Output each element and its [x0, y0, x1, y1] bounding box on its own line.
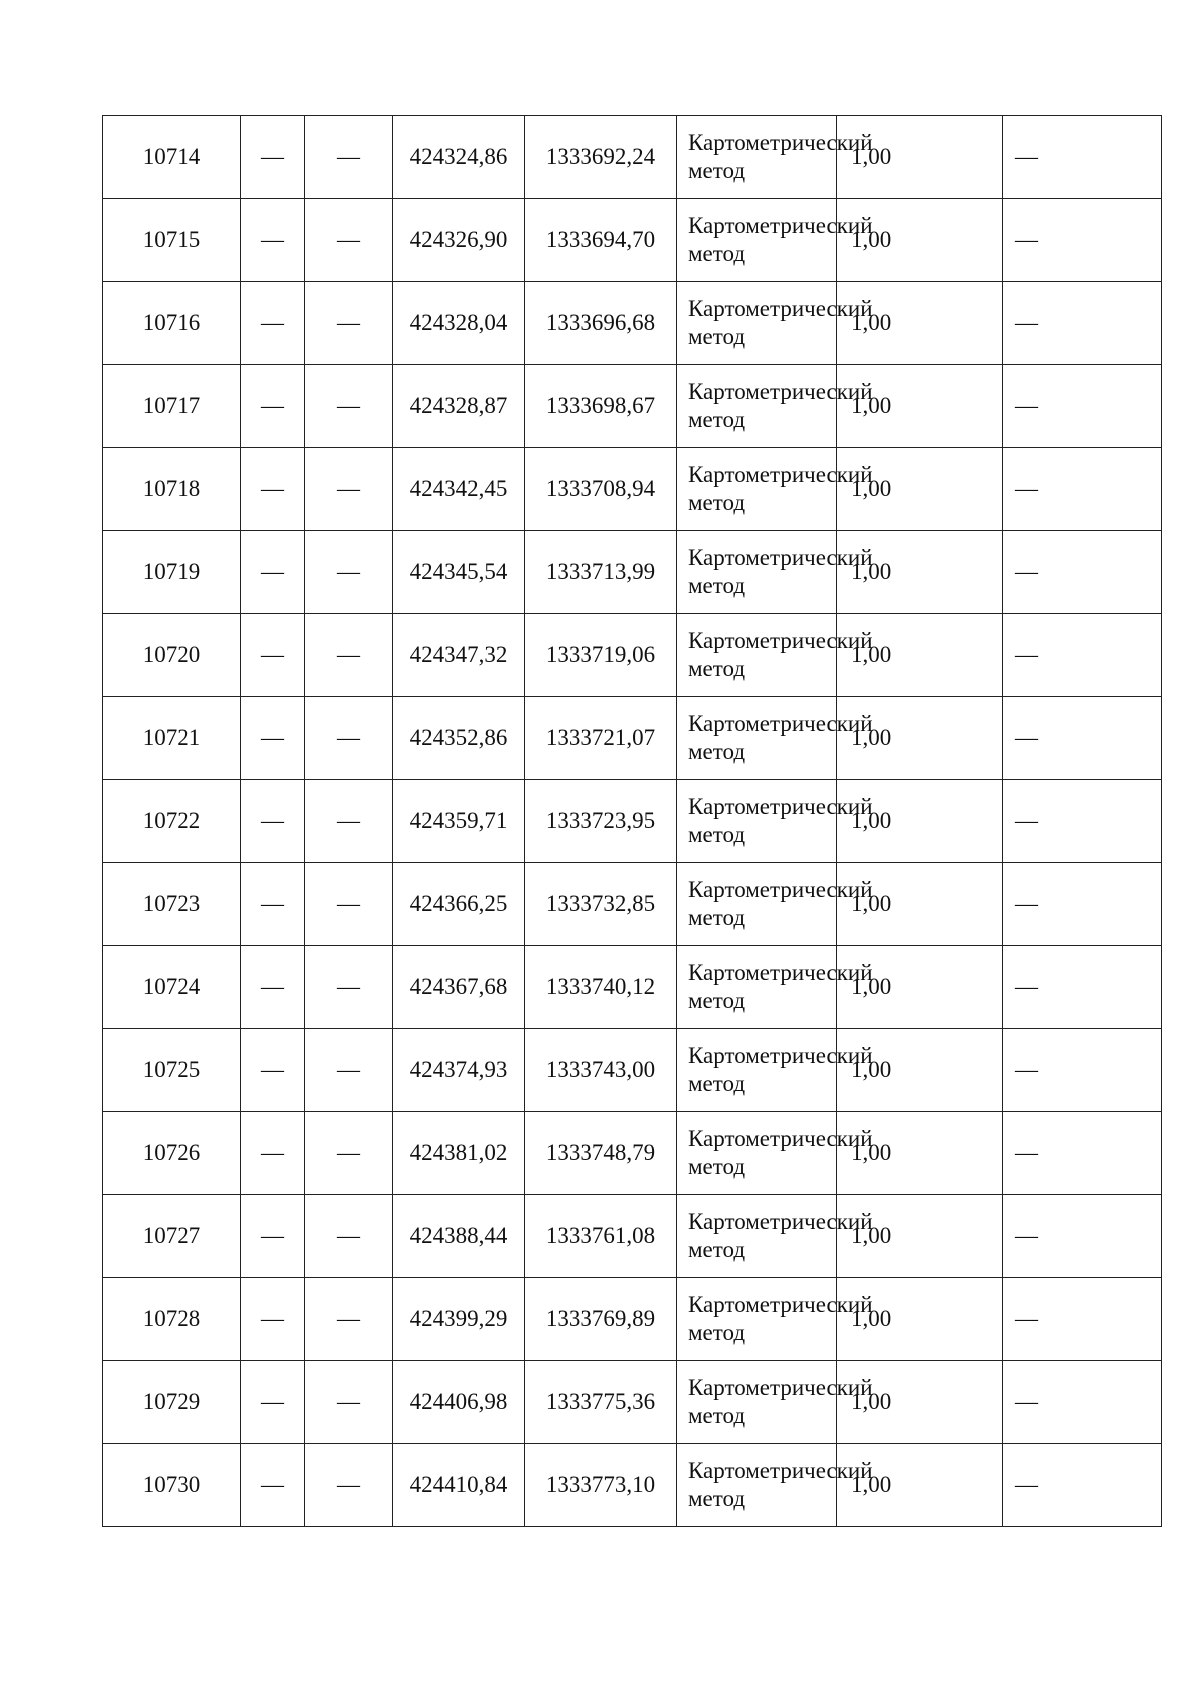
method-cell: Картометрический метод — [677, 1029, 837, 1112]
point-number-cell: 10726 — [103, 1112, 241, 1195]
y-coordinate-cell: 1333723,95 — [525, 780, 677, 863]
table-body — [103, 116, 1162, 1527]
y-coordinate-cell: 1333692,24 — [525, 116, 677, 199]
empty-dash-cell: — — [305, 199, 393, 282]
empty-dash-cell: — — [1003, 780, 1162, 863]
y-coordinate-cell: 1333740,12 — [525, 946, 677, 1029]
y-coordinate-cell: 1333743,00 — [525, 1029, 677, 1112]
method-cell: Картометрический метод — [677, 780, 837, 863]
empty-dash-cell: — — [1003, 116, 1162, 199]
empty-dash-cell: — — [241, 614, 305, 697]
empty-dash-cell: — — [1003, 1278, 1162, 1361]
empty-dash-cell: — — [1003, 697, 1162, 780]
point-number-cell: 10715 — [103, 199, 241, 282]
empty-dash-cell: — — [1003, 199, 1162, 282]
empty-dash-cell: — — [305, 1278, 393, 1361]
method-cell: Картометрический метод — [677, 282, 837, 365]
y-coordinate-cell: 1333696,68 — [525, 282, 677, 365]
accuracy-cell: 1,00 — [837, 116, 1003, 199]
empty-dash-cell: — — [305, 1112, 393, 1195]
accuracy-cell: 1,00 — [837, 614, 1003, 697]
point-number-cell: 10728 — [103, 1278, 241, 1361]
point-number-cell: 10722 — [103, 780, 241, 863]
table-row — [103, 780, 1162, 863]
empty-dash-cell: — — [241, 116, 305, 199]
point-number-cell: 10727 — [103, 1195, 241, 1278]
table-row — [103, 365, 1162, 448]
empty-dash-cell: — — [305, 614, 393, 697]
empty-dash-cell: — — [241, 946, 305, 1029]
empty-dash-cell: — — [1003, 1195, 1162, 1278]
empty-dash-cell: — — [1003, 1112, 1162, 1195]
accuracy-cell: 1,00 — [837, 448, 1003, 531]
method-cell: Картометрический метод — [677, 448, 837, 531]
empty-dash-cell: — — [1003, 1029, 1162, 1112]
empty-dash-cell: — — [241, 282, 305, 365]
accuracy-cell: 1,00 — [837, 531, 1003, 614]
x-coordinate-cell: 424388,44 — [393, 1195, 525, 1278]
method-cell: Картометрический метод — [677, 1278, 837, 1361]
y-coordinate-cell: 1333773,10 — [525, 1444, 677, 1527]
accuracy-cell: 1,00 — [837, 365, 1003, 448]
accuracy-cell: 1,00 — [837, 780, 1003, 863]
x-coordinate-cell: 424328,87 — [393, 365, 525, 448]
table-row — [103, 1112, 1162, 1195]
empty-dash-cell: — — [305, 282, 393, 365]
method-cell: Картометрический метод — [677, 1112, 837, 1195]
x-coordinate-cell: 424367,68 — [393, 946, 525, 1029]
x-coordinate-cell: 424326,90 — [393, 199, 525, 282]
y-coordinate-cell: 1333761,08 — [525, 1195, 677, 1278]
y-coordinate-cell: 1333775,36 — [525, 1361, 677, 1444]
accuracy-cell: 1,00 — [837, 946, 1003, 1029]
method-cell: Картометрический метод — [677, 614, 837, 697]
x-coordinate-cell: 424374,93 — [393, 1029, 525, 1112]
y-coordinate-cell: 1333698,67 — [525, 365, 677, 448]
y-coordinate-cell: 1333732,85 — [525, 863, 677, 946]
table-row — [103, 1444, 1162, 1527]
point-number-cell: 10725 — [103, 1029, 241, 1112]
empty-dash-cell: — — [241, 1361, 305, 1444]
empty-dash-cell: — — [305, 697, 393, 780]
accuracy-cell: 1,00 — [837, 1112, 1003, 1195]
method-cell: Картометрический метод — [677, 1361, 837, 1444]
point-number-cell: 10714 — [103, 116, 241, 199]
x-coordinate-cell: 424328,04 — [393, 282, 525, 365]
table-row — [103, 614, 1162, 697]
table-row — [103, 282, 1162, 365]
empty-dash-cell: — — [305, 531, 393, 614]
y-coordinate-cell: 1333769,89 — [525, 1278, 677, 1361]
y-coordinate-cell: 1333721,07 — [525, 697, 677, 780]
x-coordinate-cell: 424352,86 — [393, 697, 525, 780]
accuracy-cell: 1,00 — [837, 697, 1003, 780]
empty-dash-cell: — — [1003, 614, 1162, 697]
x-coordinate-cell: 424359,71 — [393, 780, 525, 863]
table-row — [103, 448, 1162, 531]
table-row — [103, 1029, 1162, 1112]
empty-dash-cell: — — [241, 1444, 305, 1527]
empty-dash-cell: — — [305, 946, 393, 1029]
empty-dash-cell: — — [305, 116, 393, 199]
x-coordinate-cell: 424345,54 — [393, 531, 525, 614]
point-number-cell: 10720 — [103, 614, 241, 697]
empty-dash-cell: — — [1003, 946, 1162, 1029]
point-number-cell: 10718 — [103, 448, 241, 531]
accuracy-cell: 1,00 — [837, 863, 1003, 946]
empty-dash-cell: — — [1003, 365, 1162, 448]
table-row — [103, 199, 1162, 282]
point-number-cell: 10729 — [103, 1361, 241, 1444]
empty-dash-cell: — — [241, 199, 305, 282]
y-coordinate-cell: 1333708,94 — [525, 448, 677, 531]
table-row — [103, 946, 1162, 1029]
method-cell: Картометрический метод — [677, 946, 837, 1029]
empty-dash-cell: — — [241, 697, 305, 780]
table-row — [103, 1361, 1162, 1444]
method-cell: Картометрический метод — [677, 1444, 837, 1527]
x-coordinate-cell: 424399,29 — [393, 1278, 525, 1361]
x-coordinate-cell: 424410,84 — [393, 1444, 525, 1527]
empty-dash-cell: — — [241, 863, 305, 946]
table-row — [103, 116, 1162, 199]
method-cell: Картометрический метод — [677, 116, 837, 199]
coordinates-table — [102, 115, 1162, 1527]
accuracy-cell: 1,00 — [837, 1195, 1003, 1278]
empty-dash-cell: — — [1003, 282, 1162, 365]
empty-dash-cell: — — [305, 863, 393, 946]
table-row — [103, 531, 1162, 614]
empty-dash-cell: — — [241, 1112, 305, 1195]
table-row — [103, 863, 1162, 946]
x-coordinate-cell: 424324,86 — [393, 116, 525, 199]
y-coordinate-cell: 1333713,99 — [525, 531, 677, 614]
empty-dash-cell: — — [1003, 448, 1162, 531]
point-number-cell: 10724 — [103, 946, 241, 1029]
empty-dash-cell: — — [305, 365, 393, 448]
point-number-cell: 10717 — [103, 365, 241, 448]
x-coordinate-cell: 424347,32 — [393, 614, 525, 697]
empty-dash-cell: — — [305, 1444, 393, 1527]
method-cell: Картометрический метод — [677, 531, 837, 614]
empty-dash-cell: — — [241, 531, 305, 614]
empty-dash-cell: — — [241, 1029, 305, 1112]
point-number-cell: 10723 — [103, 863, 241, 946]
point-number-cell: 10719 — [103, 531, 241, 614]
empty-dash-cell: — — [241, 780, 305, 863]
x-coordinate-cell: 424381,02 — [393, 1112, 525, 1195]
empty-dash-cell: — — [1003, 863, 1162, 946]
y-coordinate-cell: 1333719,06 — [525, 614, 677, 697]
method-cell: Картометрический метод — [677, 863, 837, 946]
accuracy-cell: 1,00 — [837, 1361, 1003, 1444]
method-cell: Картометрический метод — [677, 199, 837, 282]
x-coordinate-cell: 424342,45 — [393, 448, 525, 531]
table-row — [103, 1195, 1162, 1278]
x-coordinate-cell: 424406,98 — [393, 1361, 525, 1444]
empty-dash-cell: — — [305, 1361, 393, 1444]
table-row — [103, 697, 1162, 780]
accuracy-cell: 1,00 — [837, 1029, 1003, 1112]
table-row — [103, 1278, 1162, 1361]
point-number-cell: 10716 — [103, 282, 241, 365]
method-cell: Картометрический метод — [677, 365, 837, 448]
empty-dash-cell: — — [305, 448, 393, 531]
accuracy-cell: 1,00 — [837, 282, 1003, 365]
empty-dash-cell: — — [1003, 1361, 1162, 1444]
method-cell: Картометрический метод — [677, 1195, 837, 1278]
accuracy-cell: 1,00 — [837, 1444, 1003, 1527]
empty-dash-cell: — — [241, 448, 305, 531]
y-coordinate-cell: 1333694,70 — [525, 199, 677, 282]
empty-dash-cell: — — [241, 1278, 305, 1361]
empty-dash-cell: — — [1003, 531, 1162, 614]
accuracy-cell: 1,00 — [837, 1278, 1003, 1361]
empty-dash-cell: — — [305, 780, 393, 863]
empty-dash-cell: — — [241, 365, 305, 448]
empty-dash-cell: — — [305, 1029, 393, 1112]
empty-dash-cell: — — [305, 1195, 393, 1278]
method-cell: Картометрический метод — [677, 697, 837, 780]
empty-dash-cell: — — [1003, 1444, 1162, 1527]
point-number-cell: 10730 — [103, 1444, 241, 1527]
x-coordinate-cell: 424366,25 — [393, 863, 525, 946]
point-number-cell: 10721 — [103, 697, 241, 780]
y-coordinate-cell: 1333748,79 — [525, 1112, 677, 1195]
accuracy-cell: 1,00 — [837, 199, 1003, 282]
empty-dash-cell: — — [241, 1195, 305, 1278]
